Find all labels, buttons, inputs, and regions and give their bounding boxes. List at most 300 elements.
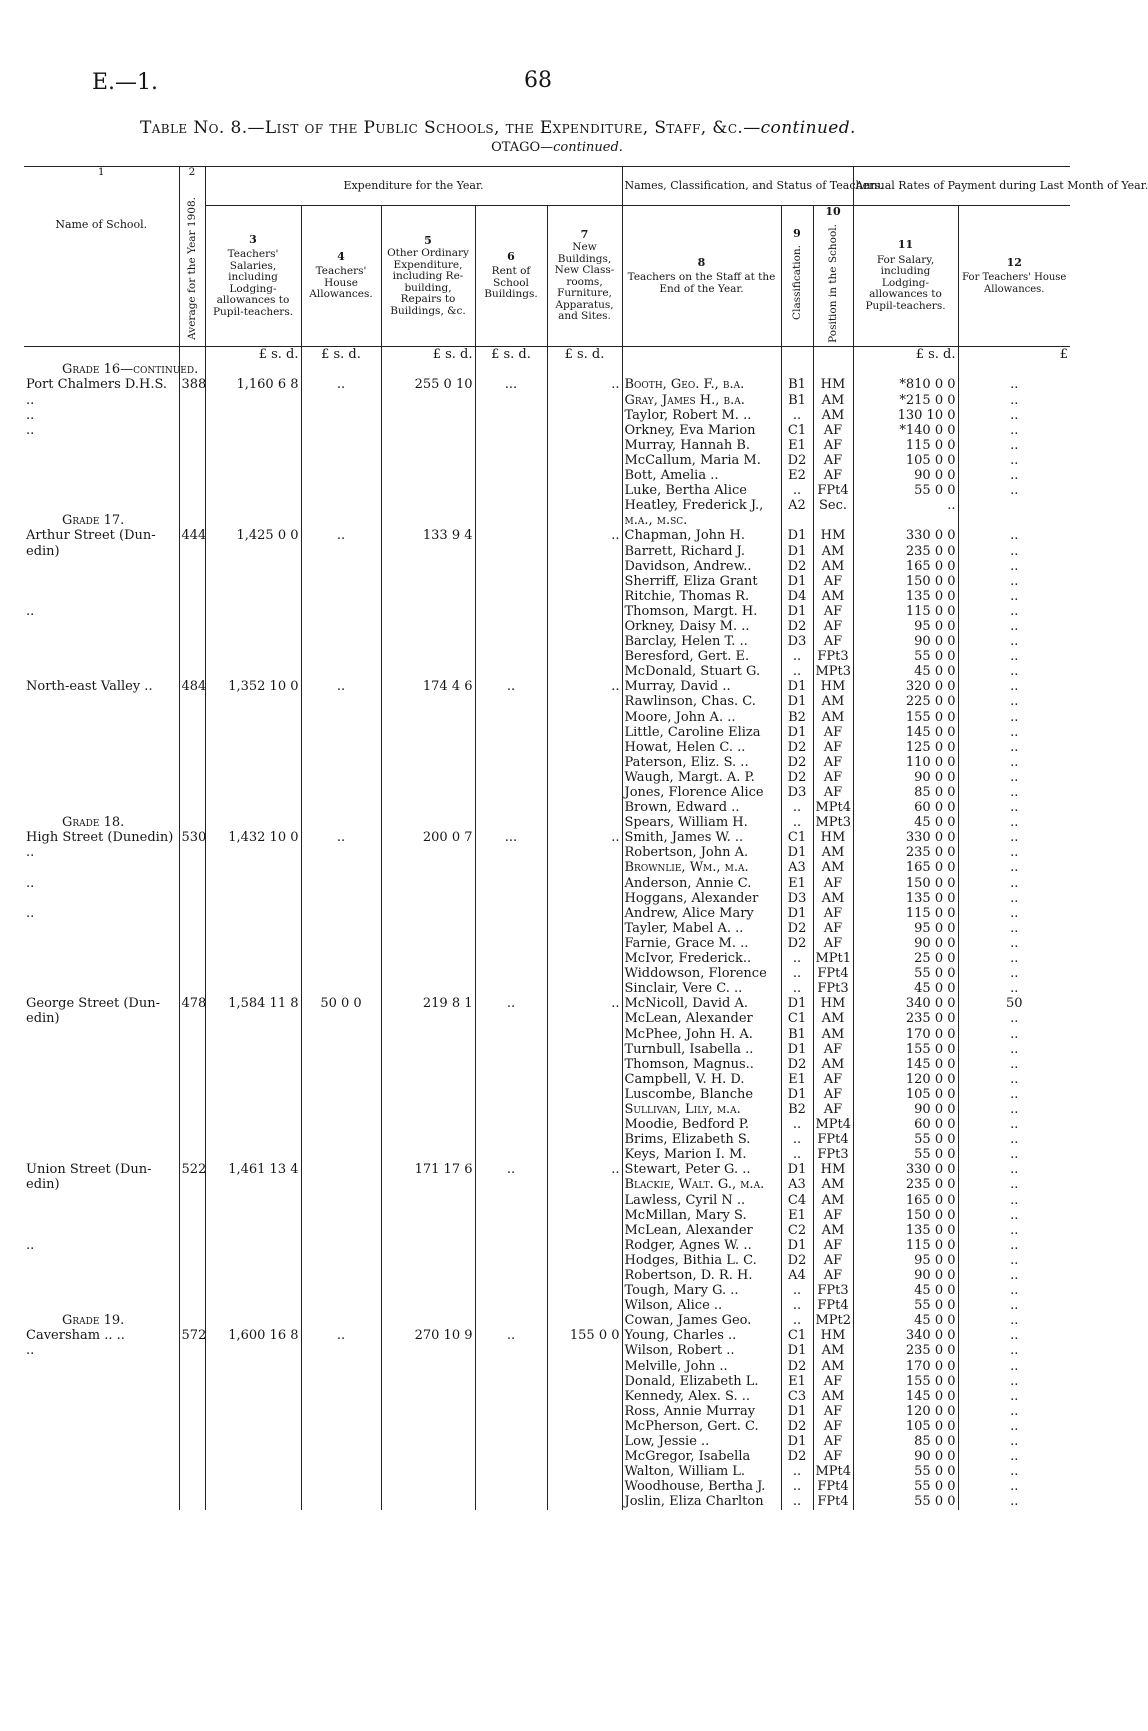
teachers-salaries	[205, 1283, 301, 1298]
rent	[475, 423, 547, 438]
rent	[475, 1359, 547, 1374]
school-name	[24, 981, 179, 996]
new-buildings	[547, 1072, 622, 1087]
average-attendance	[179, 1042, 205, 1057]
table-row	[24, 1449, 1070, 1464]
position: MPt4	[813, 800, 853, 815]
new-buildings	[547, 1419, 622, 1434]
new-buildings	[547, 1404, 622, 1419]
rent	[475, 634, 547, 649]
new-buildings: ..	[547, 679, 622, 694]
salary-rate: 85 0 0	[853, 1434, 958, 1449]
classification: ..	[781, 649, 813, 664]
new-buildings: 155 0 0	[547, 1328, 622, 1343]
house-rate	[958, 362, 1070, 377]
other-expenditure	[381, 1494, 475, 1509]
average-attendance	[179, 1298, 205, 1313]
teacher-name: Taylor, Robert M. ..	[622, 408, 781, 423]
house-allowances	[301, 740, 381, 755]
house-allowances	[301, 891, 381, 906]
schools-table	[24, 166, 1148, 1510]
teacher-name: Robertson, D. R. H.	[622, 1268, 781, 1283]
teacher-name: Howat, Helen C. ..	[622, 740, 781, 755]
house-allowances	[301, 981, 381, 996]
salary-rate: 60 0 0	[853, 800, 958, 815]
new-buildings	[547, 1343, 622, 1358]
house-allowances	[301, 921, 381, 936]
position: AM	[813, 1057, 853, 1072]
table-row	[24, 1464, 1070, 1479]
table-row	[24, 408, 1070, 423]
house-allowances: ..	[301, 528, 381, 543]
new-buildings	[547, 1223, 622, 1238]
average-attendance	[179, 770, 205, 785]
house-allowances	[301, 438, 381, 453]
house-rate: ..	[958, 740, 1070, 755]
position: FPt4	[813, 966, 853, 981]
other-expenditure	[381, 755, 475, 770]
teachers-salaries	[205, 1268, 301, 1283]
currency-new-buildings: £ s. d.	[547, 346, 622, 362]
new-buildings	[547, 438, 622, 453]
position: HM	[813, 830, 853, 845]
position: AM	[813, 1359, 853, 1374]
salary-rate: 135 0 0	[853, 891, 958, 906]
rent	[475, 1147, 547, 1162]
table-row	[24, 1162, 1070, 1177]
table-row	[24, 528, 1070, 543]
average-attendance	[179, 468, 205, 483]
other-expenditure	[381, 1434, 475, 1449]
rent	[475, 1132, 547, 1147]
house-rate: ..	[958, 1434, 1070, 1449]
rent	[475, 1042, 547, 1057]
teacher-name: Keys, Marion I. M.	[622, 1147, 781, 1162]
other-expenditure	[381, 1208, 475, 1223]
classification: D1	[781, 1343, 813, 1358]
rent	[475, 559, 547, 574]
classification: ..	[781, 408, 813, 423]
average-attendance	[179, 1404, 205, 1419]
teacher-name: Widdowson, Florence	[622, 966, 781, 981]
table-row	[24, 951, 1070, 966]
classification: B2	[781, 1102, 813, 1117]
teachers-salaries	[205, 423, 301, 438]
position: AF	[813, 619, 853, 634]
school-name	[24, 1389, 179, 1404]
teacher-name: Young, Charles ..	[622, 1328, 781, 1343]
position: MPt1	[813, 951, 853, 966]
classification: ..	[781, 1117, 813, 1132]
salary-rate: 95 0 0	[853, 921, 958, 936]
other-expenditure	[381, 1389, 475, 1404]
school-name	[24, 1147, 179, 1162]
new-buildings: ..	[547, 377, 622, 392]
other-expenditure	[381, 423, 475, 438]
house-rate: ..	[958, 1011, 1070, 1026]
grade-heading-row	[24, 815, 1070, 830]
classification	[781, 513, 813, 528]
salary-rate: 90 0 0	[853, 468, 958, 483]
house-allowances	[301, 1027, 381, 1042]
teacher-name: Sherriff, Eliza Grant	[622, 574, 781, 589]
school-name: Arthur Street (Dun-	[26, 528, 156, 544]
other-expenditure	[381, 845, 475, 860]
position: AF	[813, 468, 853, 483]
house-allowances	[301, 951, 381, 966]
table-row	[24, 755, 1070, 770]
house-rate: ..	[958, 423, 1070, 438]
average-attendance	[179, 649, 205, 664]
col-classification-label: Classification.	[790, 245, 803, 321]
other-expenditure	[381, 393, 475, 408]
salary-rate: 55 0 0	[853, 1494, 958, 1509]
school-name	[24, 710, 179, 725]
other-expenditure	[381, 559, 475, 574]
average-attendance	[179, 1057, 205, 1072]
average-attendance	[179, 725, 205, 740]
position: MPt4	[813, 1117, 853, 1132]
rent	[475, 498, 547, 513]
school-name	[24, 634, 179, 649]
house-allowances	[301, 483, 381, 498]
table-row	[24, 1479, 1070, 1494]
teacher-name	[622, 362, 781, 377]
table-row	[24, 860, 1070, 875]
house-rate: ..	[958, 1328, 1070, 1343]
new-buildings	[547, 770, 622, 785]
col-house-rate-header	[958, 206, 1070, 347]
rent	[475, 664, 547, 679]
rent	[475, 694, 547, 709]
teachers-salaries	[205, 1208, 301, 1223]
salary-rate: 60 0 0	[853, 1117, 958, 1132]
average-attendance: 530	[179, 830, 205, 845]
new-buildings	[547, 1147, 622, 1162]
average-attendance	[179, 1027, 205, 1042]
school-name	[24, 891, 179, 906]
classification: D1	[781, 1162, 813, 1177]
position: AM	[813, 544, 853, 559]
average-attendance	[179, 498, 205, 513]
table-body	[24, 346, 1070, 1509]
other-expenditure	[381, 1374, 475, 1389]
classification: D1	[781, 1434, 813, 1449]
salary-rate: 330 0 0	[853, 1162, 958, 1177]
school-name	[24, 1102, 179, 1117]
other-expenditure	[381, 1117, 475, 1132]
new-buildings	[547, 544, 622, 559]
col-new-buildings-label: New Buildings, New Class-rooms, Furniture, Apparatus, and Sites.	[554, 241, 615, 323]
classification: ..	[781, 1464, 813, 1479]
table-row	[24, 393, 1070, 408]
table-row	[24, 1011, 1070, 1026]
position: AM	[813, 845, 853, 860]
average-attendance	[179, 604, 205, 619]
teachers-salaries	[205, 921, 301, 936]
house-allowances	[301, 1132, 381, 1147]
table-row	[24, 1132, 1070, 1147]
teacher-name: Brown, Edward ..	[622, 800, 781, 815]
teachers-salaries	[205, 740, 301, 755]
salary-rate: 165 0 0	[853, 860, 958, 875]
house-allowances	[301, 513, 381, 528]
other-expenditure	[381, 725, 475, 740]
school-name: Grade 19.	[62, 1313, 125, 1329]
table-row	[24, 710, 1070, 725]
position: AF	[813, 921, 853, 936]
teacher-name: Barclay, Helen T. ..	[622, 634, 781, 649]
teachers-salaries	[205, 483, 301, 498]
classification: ..	[781, 1479, 813, 1494]
average-attendance	[179, 559, 205, 574]
average-attendance	[179, 921, 205, 936]
teachers-salaries	[205, 1057, 301, 1072]
house-rate: ..	[958, 483, 1070, 498]
house-allowances	[301, 876, 381, 891]
new-buildings	[547, 634, 622, 649]
teacher-name: McPherson, Gert. C.	[622, 1419, 781, 1434]
salary-rate: 90 0 0	[853, 770, 958, 785]
other-expenditure	[381, 468, 475, 483]
school-name: ..	[26, 422, 35, 438]
school-name	[24, 966, 179, 981]
classification: ..	[781, 815, 813, 830]
other-expenditure	[381, 1419, 475, 1434]
rent	[475, 589, 547, 604]
rent	[475, 876, 547, 891]
house-rate: 50	[958, 996, 1070, 1011]
average-attendance	[179, 1238, 205, 1253]
house-rate: ..	[958, 921, 1070, 936]
classification: D1	[781, 1404, 813, 1419]
house-rate: ..	[958, 1027, 1070, 1042]
teachers-salaries	[205, 468, 301, 483]
col-salaries-label: Teachers' Salaries, including Lodging-allowances to Pupil-teachers.	[212, 248, 294, 318]
position: AF	[813, 906, 853, 921]
salary-rate: 115 0 0	[853, 438, 958, 453]
school-name: Union Street (Dun-	[26, 1162, 152, 1178]
table-row	[24, 1193, 1070, 1208]
teachers-salaries	[205, 755, 301, 770]
table-row	[24, 377, 1070, 392]
salary-rate: 330 0 0	[853, 830, 958, 845]
salary-rate: 45 0 0	[853, 1313, 958, 1328]
teachers-salaries	[205, 604, 301, 619]
other-expenditure	[381, 1027, 475, 1042]
teacher-name: Orkney, Daisy M. ..	[622, 619, 781, 634]
other-expenditure	[381, 1177, 475, 1192]
teachers-salaries	[205, 1479, 301, 1494]
average-attendance	[179, 1494, 205, 1509]
classification: D3	[781, 634, 813, 649]
house-allowances	[301, 1374, 381, 1389]
salary-rate: 90 0 0	[853, 1268, 958, 1283]
house-rate: ..	[958, 438, 1070, 453]
teachers-salaries: 1,352 10 0	[205, 679, 301, 694]
salary-rate: 95 0 0	[853, 619, 958, 634]
rent	[475, 800, 547, 815]
school-name: High Street (Dunedin)	[26, 830, 174, 846]
rent	[475, 1238, 547, 1253]
house-rate	[958, 498, 1070, 513]
house-allowances: 50 0 0	[301, 996, 381, 1011]
classification: D1	[781, 1087, 813, 1102]
page-number: 68	[524, 68, 552, 93]
average-attendance	[179, 1193, 205, 1208]
col-average-header	[179, 167, 205, 347]
table-row	[24, 664, 1070, 679]
new-buildings	[547, 876, 622, 891]
house-allowances	[301, 755, 381, 770]
teachers-salaries	[205, 800, 301, 815]
other-expenditure	[381, 1057, 475, 1072]
average-attendance: 388	[179, 377, 205, 392]
teacher-name: McMillan, Mary S.	[622, 1208, 781, 1223]
currency-other: £ s. d.	[381, 346, 475, 362]
school-name	[24, 1268, 179, 1283]
col-new-buildings-number: 7	[580, 227, 589, 241]
average-attendance	[179, 860, 205, 875]
new-buildings	[547, 1042, 622, 1057]
table-title	[140, 118, 940, 138]
salary-rate: 85 0 0	[853, 785, 958, 800]
classification: D1	[781, 996, 813, 1011]
house-allowances	[301, 453, 381, 468]
teacher-name: Kennedy, Alex. S. ..	[622, 1389, 781, 1404]
salary-rate: 170 0 0	[853, 1027, 958, 1042]
table-row	[24, 740, 1070, 755]
classification: A3	[781, 860, 813, 875]
new-buildings	[547, 1313, 622, 1328]
table-row	[24, 544, 1070, 559]
table-row	[24, 1343, 1070, 1358]
teachers-salaries	[205, 362, 301, 377]
salary-rate: 55 0 0	[853, 1479, 958, 1494]
teacher-name: Chapman, John H.	[622, 528, 781, 543]
classification: D2	[781, 1359, 813, 1374]
teachers-salaries	[205, 589, 301, 604]
col-salary-rate-header	[853, 206, 958, 347]
rent: ..	[475, 996, 547, 1011]
other-expenditure	[381, 1147, 475, 1162]
table-row	[24, 725, 1070, 740]
school-name	[24, 1223, 179, 1238]
average-attendance	[179, 694, 205, 709]
house-rate: ..	[958, 544, 1070, 559]
col-salary-rate-label: For Salary, including Lodging-allowances to Pupil-teachers.	[865, 253, 946, 312]
average-attendance	[179, 1464, 205, 1479]
house-rate: ..	[958, 1042, 1070, 1057]
average-attendance	[179, 438, 205, 453]
col-teachers-label: Teachers on the Staff at the End of the Year.	[627, 271, 776, 295]
table-row	[24, 1208, 1070, 1223]
teachers-salaries	[205, 770, 301, 785]
house-rate: ..	[958, 1298, 1070, 1313]
average-attendance	[179, 1479, 205, 1494]
school-name	[24, 438, 179, 453]
table-row	[24, 649, 1070, 664]
position: HM	[813, 1162, 853, 1177]
average-attendance	[179, 876, 205, 891]
average-attendance	[179, 845, 205, 860]
teachers-salaries: 1,432 10 0	[205, 830, 301, 845]
new-buildings	[547, 393, 622, 408]
house-allowances	[301, 1359, 381, 1374]
school-name	[24, 589, 179, 604]
average-attendance	[179, 1102, 205, 1117]
salary-rate: 120 0 0	[853, 1404, 958, 1419]
teacher-name: Stewart, Peter G. ..	[622, 1162, 781, 1177]
rent	[475, 1102, 547, 1117]
teacher-name: Paterson, Eliz. S. ..	[622, 755, 781, 770]
classification: C1	[781, 1011, 813, 1026]
new-buildings	[547, 1193, 622, 1208]
salary-rate: 55 0 0	[853, 1132, 958, 1147]
average-attendance	[179, 1147, 205, 1162]
currency-house-rate: £	[958, 346, 1070, 362]
teachers-salaries	[205, 725, 301, 740]
salary-rate: 155 0 0	[853, 710, 958, 725]
col-house-number: 4	[337, 249, 345, 263]
salary-rate: 150 0 0	[853, 876, 958, 891]
teacher-name: Cowan, James Geo.	[622, 1313, 781, 1328]
new-buildings	[547, 951, 622, 966]
classification: C1	[781, 423, 813, 438]
position	[813, 513, 853, 528]
teachers-salaries: 1,600 16 8	[205, 1328, 301, 1343]
classification: B1	[781, 1027, 813, 1042]
other-expenditure	[381, 1072, 475, 1087]
col-house-rate-number: 12	[1006, 255, 1022, 269]
school-name	[24, 1434, 179, 1449]
other-expenditure	[381, 1479, 475, 1494]
average-attendance	[179, 423, 205, 438]
house-allowances	[301, 785, 381, 800]
house-rate: ..	[958, 1087, 1070, 1102]
other-expenditure	[381, 483, 475, 498]
classification: D1	[781, 574, 813, 589]
classification: ..	[781, 1494, 813, 1509]
average-attendance	[179, 634, 205, 649]
grade-heading-row	[24, 362, 1070, 377]
teachers-salaries	[205, 1494, 301, 1509]
teachers-salaries	[205, 694, 301, 709]
average-attendance	[179, 800, 205, 815]
new-buildings	[547, 664, 622, 679]
school-name	[24, 453, 179, 468]
salary-rate: 120 0 0	[853, 1072, 958, 1087]
house-rate: ..	[958, 468, 1070, 483]
teachers-salaries	[205, 1419, 301, 1434]
house-allowances	[301, 710, 381, 725]
other-expenditure	[381, 1343, 475, 1358]
house-rate: ..	[958, 1343, 1070, 1358]
average-attendance	[179, 755, 205, 770]
teachers-salaries	[205, 1343, 301, 1358]
rent	[475, 1268, 547, 1283]
currency-house: £ s. d.	[301, 346, 381, 362]
currency-row-cls	[781, 346, 813, 362]
school-name	[24, 770, 179, 785]
school-name	[24, 1087, 179, 1102]
school-name	[24, 619, 179, 634]
house-rate: ..	[958, 393, 1070, 408]
rent	[475, 393, 547, 408]
teacher-name: Campbell, V. H. D.	[622, 1072, 781, 1087]
house-allowances: ..	[301, 679, 381, 694]
classification: ..	[781, 1132, 813, 1147]
